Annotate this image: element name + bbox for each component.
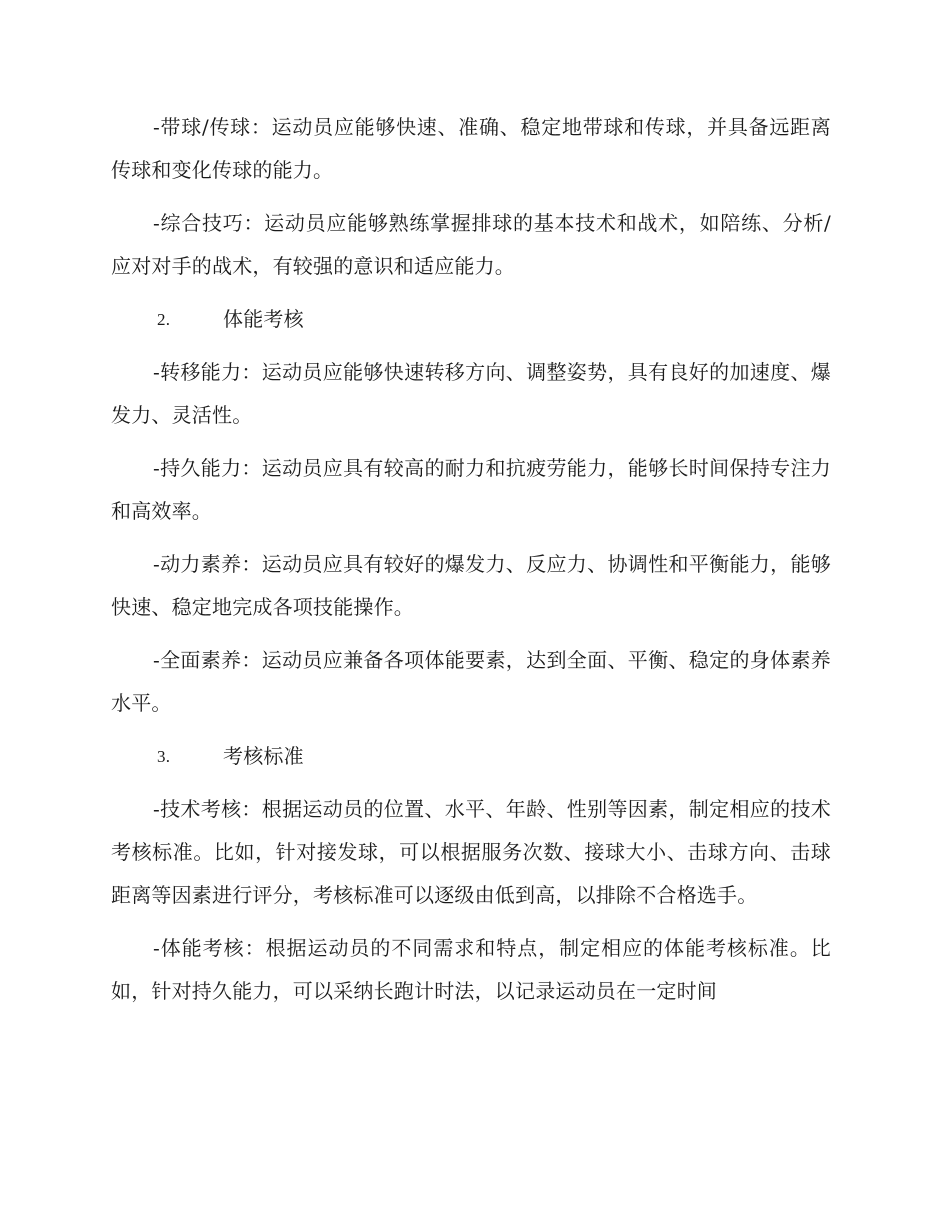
paragraph-dribble-pass: -带球/传球：运动员应能够快速、准确、稳定地带球和传球，并具备远距离传球和变化传球的能力。 xyxy=(111,115,831,182)
paragraph-overall: -全面素养：运动员应兼备各项体能要素，达到全面、平衡、稳定的身体素养水平。 xyxy=(111,648,831,715)
section-number: 3. xyxy=(157,747,171,766)
section-number: 2. xyxy=(157,310,171,329)
paragraph-endurance: -持久能力：运动员应具有较高的耐力和抗疲劳能力，能够长时间保持专注力和高效率。 xyxy=(111,456,831,523)
paragraph-technical-assessment: -技术考核：根据运动员的位置、水平、年龄、性别等因素，制定相应的技术考核标准。比如，针对接发球，可以根据服务次数、接球大小、击球方向、击球距离等因素进行评分，考核标准可以逐级由低到高，以排除不合格选手。 xyxy=(111,797,831,907)
section-title: 体能考核 xyxy=(223,307,304,331)
paragraph-combined-skills: -综合技巧：运动员应能够熟练掌握排球的基本技术和战术，如陪练、分析/应对对手的战术，有较强的意识和适应能力。 xyxy=(111,211,831,278)
paragraph-power: -动力素养：运动员应具有较好的爆发力、反应力、协调性和平衡能力，能够快速、稳定地完成各项技能操作。 xyxy=(111,552,831,619)
section-heading-standards xyxy=(111,735,831,778)
section-heading-fitness xyxy=(111,298,831,341)
paragraph-fitness-assessment: -体能考核：根据运动员的不同需求和特点，制定相应的体能考核标准。比如，针对持久能力，可以采纳长跑计时法，以记录运动员在一定时间 xyxy=(111,936,831,1003)
document-body xyxy=(111,106,831,1013)
paragraph-transfer-ability: -转移能力：运动员应能够快速转移方向、调整姿势，具有良好的加速度、爆发力、灵活性。 xyxy=(111,360,831,427)
section-title: 考核标准 xyxy=(223,744,304,768)
